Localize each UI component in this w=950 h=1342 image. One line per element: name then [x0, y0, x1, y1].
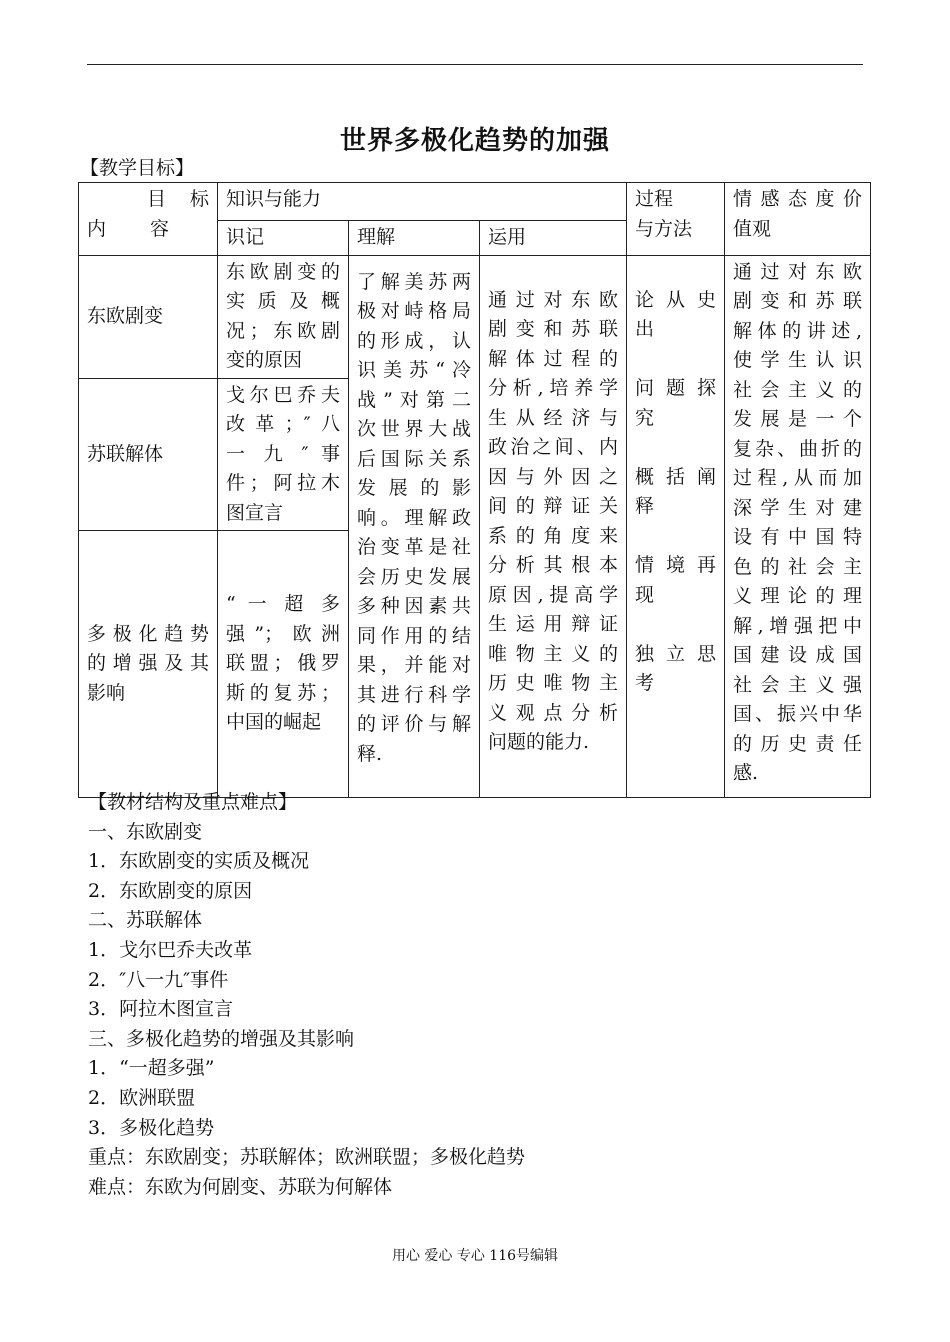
topic-soviet-collapse: 苏联解体 — [79, 378, 218, 531]
textbook-structure-outline — [88, 788, 525, 1202]
cell-line: 解,增强把中 — [733, 614, 863, 637]
cell-line: 治变革是社 — [357, 536, 471, 558]
cell-line: 义观点分析 — [488, 701, 619, 724]
cell-line: 解体的讲述, — [733, 319, 863, 342]
topic-east-europe: 东欧剧变 — [79, 255, 218, 378]
cell-line: 响。理解政 — [357, 506, 471, 529]
process-header-cell — [627, 183, 725, 256]
cell-line: 深学生对建 — [733, 496, 863, 519]
outline-item: 1．东欧剧变的实质及概况 — [88, 850, 310, 873]
cell-line: 生从经济与 — [488, 406, 619, 429]
cell-line: 历史唯物主 — [488, 672, 619, 694]
cell-line: 战”对第二 — [357, 388, 471, 411]
understand-content — [349, 255, 480, 798]
cell-line: 同作用的结 — [357, 624, 471, 647]
cell-line: 分析,培养学 — [488, 377, 619, 399]
cell-line: 设有中国特 — [733, 526, 863, 548]
cell-line: 社会主义强 — [733, 673, 863, 696]
apply-header-cell: 运用 — [480, 221, 627, 256]
cell-line: 问题的能力. — [488, 731, 590, 753]
cell-line: 果，并能对 — [357, 654, 471, 676]
cell-line: 戈尔巴乔夫 — [226, 383, 340, 406]
cell-line: 变的原因 — [226, 349, 303, 371]
cell-line: 多种因素共 — [357, 595, 471, 617]
cell-line: 感. — [733, 762, 759, 784]
process-content — [627, 255, 725, 798]
cell-line: 复杂、曲折的 — [733, 437, 863, 460]
cell-line: 概括阐 — [635, 465, 717, 488]
target-content-header-cell — [79, 183, 218, 256]
cell-line: 解体过程的 — [488, 347, 619, 370]
emotion-header-cell — [725, 183, 871, 256]
cell-line: 改革；″八 — [226, 413, 340, 435]
outline-item: 3．多极化趋势 — [88, 1116, 215, 1139]
cell-line: 通过对东欧 — [733, 260, 863, 283]
cell-line: 次世界大战 — [357, 418, 471, 440]
outline-item: 3．阿拉木图宣言 — [88, 998, 234, 1021]
cell-line: 了解美苏两 — [357, 270, 471, 293]
cell-line: 义理论的理 — [733, 585, 863, 607]
cell-line: 发展是一个 — [733, 408, 863, 430]
cell-line: 论从史 — [635, 288, 717, 311]
cell-line: 斯的复苏； — [226, 681, 340, 704]
cell-line: 释 — [635, 495, 655, 517]
cell-line: 释. — [357, 742, 383, 765]
outline-item: 1．戈尔巴乔夫改革 — [88, 938, 253, 961]
cell-line: 的形成，认 — [357, 329, 471, 352]
cell-line: 东欧剧变的 — [226, 260, 340, 283]
outline-section: 三、多极化趋势的增强及其影响 — [88, 1027, 355, 1050]
cell-line: “ 一 超 多 — [226, 593, 340, 616]
cell-line: 剧变和苏联 — [733, 290, 863, 312]
cell-line: 政治之间、内 — [488, 436, 619, 458]
cell-line: 况；东欧剧 — [226, 319, 340, 342]
cell-line: 分析其根本 — [488, 554, 619, 576]
cell-line: 后国际关系 — [357, 447, 471, 470]
remember-soviet-collapse — [218, 378, 349, 531]
target-bottom-label: 内 容 — [87, 217, 169, 240]
key-points: 重点：东欧剧变；苏联解体；欧洲联盟；多极化趋势 — [88, 1146, 526, 1169]
cell-line: 影响 — [87, 681, 126, 704]
cell-line: 多极化趋势 — [87, 622, 209, 645]
process-header-line: 与方法 — [635, 217, 693, 240]
cell-line: 其进行科学 — [357, 683, 471, 706]
teaching-goal-table — [78, 182, 871, 798]
cell-line: 国、振兴中华 — [733, 703, 863, 725]
topic-multipolarity — [79, 531, 218, 798]
cell-line: 中国的崛起 — [226, 711, 322, 734]
page-footer: 用心 爱心 专心 116号编辑 — [391, 1248, 559, 1264]
knowledge-header-cell: 知识与能力 — [218, 183, 627, 221]
outline-heading: 【教材结构及重点难点】 — [88, 791, 298, 813]
cell-line: 唯物主义的 — [488, 642, 619, 665]
cell-line: 社会主义的 — [733, 378, 863, 401]
remember-multipolarity — [218, 531, 349, 798]
cell-line: 间的辩证关 — [488, 495, 619, 517]
cell-line: 过程,从而加 — [733, 467, 863, 489]
cell-line: 实质及概 — [226, 290, 340, 312]
cell-line: 图宣言 — [226, 501, 284, 524]
cell-line: 情境再 — [635, 554, 717, 576]
outline-item: 2．欧洲联盟 — [88, 1086, 196, 1109]
outline-item: 2．东欧剧变的原因 — [88, 879, 253, 902]
cell-line: 使学生认识 — [733, 349, 863, 371]
outline-section: 二、苏联解体 — [88, 909, 203, 932]
emotion-header-line: 值观 — [733, 217, 772, 240]
page-title: 世界多极化趋势的加强 — [339, 126, 610, 156]
understand-header-cell: 理解 — [349, 221, 480, 256]
header-rule — [87, 64, 863, 65]
cell-line: 因与外因之 — [488, 465, 619, 488]
cell-line: 问题探 — [635, 377, 717, 399]
apply-content — [480, 255, 627, 798]
cell-line: 的评价与解 — [357, 713, 471, 735]
cell-line: 强”；欧洲 — [226, 622, 340, 645]
remember-east-europe — [218, 255, 349, 378]
cell-line: 国建设成国 — [733, 644, 863, 666]
outline-item: 1．“一超多强” — [88, 1057, 215, 1080]
cell-line: 生运用辩证 — [488, 613, 619, 635]
difficult-points: 难点：东欧为何剧变、苏联为何解体 — [88, 1175, 393, 1198]
cell-line: 的历史责任 — [733, 732, 863, 755]
cell-line: 现 — [635, 583, 655, 606]
cell-line: 识美苏“冷 — [357, 359, 471, 381]
remember-header-cell: 识记 — [218, 221, 349, 256]
cell-line: 独立思 — [635, 642, 717, 665]
outline-section: 一、东欧剧变 — [88, 820, 203, 843]
cell-line: 系的角度来 — [488, 524, 619, 547]
cell-line: 究 — [635, 406, 655, 429]
emotion-header-line: 情感态度价 — [733, 188, 863, 210]
teaching-goal-heading: 【教学目标】 — [80, 157, 195, 179]
cell-line: 的增强及其 — [87, 652, 209, 675]
outline-item: 2．″八一九″事件 — [88, 968, 229, 991]
emotion-content — [725, 255, 871, 798]
cell-line: 色的社会主 — [733, 555, 863, 578]
cell-line: 出 — [635, 318, 655, 340]
cell-line: 考 — [635, 672, 655, 694]
target-top-label: 目 标 — [147, 188, 209, 210]
process-header-line: 过程 — [635, 188, 674, 210]
cell-line: 联盟；俄罗 — [226, 652, 340, 675]
cell-line: 件；阿拉木 — [226, 472, 340, 494]
cell-line: 原因,提高学 — [488, 583, 619, 606]
cell-line: 发展的影 — [357, 477, 471, 499]
cell-line: 一 九 ″ 事 — [226, 442, 340, 465]
cell-line: 会历史发展 — [357, 565, 471, 588]
cell-line: 极对峙格局 — [357, 300, 471, 322]
cell-line: 通过对东欧 — [488, 288, 619, 311]
cell-line: 剧变和苏联 — [488, 318, 619, 340]
